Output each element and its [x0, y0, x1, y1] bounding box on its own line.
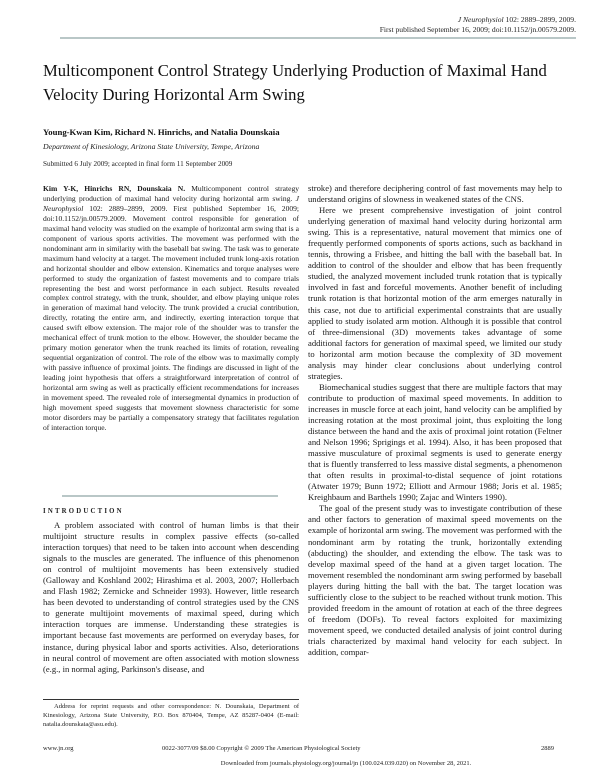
affiliation: Department of Kinesiology, Arizona State University, Tempe, Arizona — [43, 142, 260, 151]
footnote-rule — [43, 699, 299, 700]
section-divider — [62, 495, 278, 497]
body-paragraph: Here we present comprehensive investigation of joint control underlying generation of maximal hand velocity during horizontal arm swing. This is a representative, natural movement that mimics one of frequently performed components of sports actions, such as backhand in tennis, throwing a Frisbee, and hitting the ball with the baseball bat. In addition to control of the shoulder and elbow that has been frequently studied, the analyzed movement included trunk rotation that is typically involved in fast and forceful movements. Another benefit of including trunk rotation is that horizontal motion of the arm emerges naturally in this case, not due to artificial experimental constraints that are usually applied to study isolated arm motion. Although it is possible that control of three-dimensional (3D) movements takes advantage of some additional factors for generation of maximal speed, we limited our study to horizontal arm motion because the complexity of 3D movement analysis may hinder clear conclusions about underlying control strategies. — [308, 205, 562, 381]
citation-volume-pages: 102: 2889–2899, 2009. — [505, 15, 576, 24]
introduction-left-column — [43, 520, 299, 675]
journal-name: J Neurophysiol — [457, 15, 504, 24]
abstract-title: Multicomponent control strategy underlying production of maximal hand velocity during horizontal arm swing. — [43, 184, 299, 203]
journal-website-link[interactable]: www.jn.org — [43, 745, 74, 752]
header-rule — [60, 37, 576, 39]
abstract-journal: J Neurophysiol — [43, 193, 299, 213]
abstract-body: 102: 2889–2899, 2009. First published September 16, 2009; doi:10.1152/jn.00579.2009. Movement control responsible for generation of maximal hand velocity was studied on the example of horizontal arm swing that is a component of various sports activities. The movement was performed with the nondominant arm in similarity with the baseball bat swing. The task was to generate maximum hand velocity at a target. The movement included trunk long-axis rotation and horizontal shoulder and elbow extension. Kinematics and torque analyses were performed to study the organization of fastest movements and to compare trials representing the best and worst performance in each subject. Results revealed complex control strategy, with the trunk, shoulder, and elbow playing unique roles in generation of maximal hand velocity. The trunk provided a crucial contribution, directly, rotating the entire arm, and indirectly, exerting interaction torque that caused swift elbow extension. The major role of the shoulder was to transfer the mechanical effect of trunk motion to the elbow. However, the shoulder became the primary motion generator when the trunk reached its limits of rotation, revealing sequential organization of control. The role of the elbow was to maximally comply with passive influence of proximal joints. The findings are discussed in light of the leading joint hypothesis that offers a straightforward interpretation of control of horizontal arm swing as well as practically efficient recommendations for increases in movement speed. The revealed role of intersegmental dynamics in production of high movement speed suggests that movement slowness characteristic for some motor disorders may be partially a compensatory strategy that facilitates regulation of interaction torque. — [43, 203, 299, 432]
download-notice-text: Downloaded from journals.physiology.org/journal/jn (100.024.039.020) on November 28, 2021. — [220, 760, 472, 767]
introduction-right-column — [308, 183, 562, 658]
correspondence-footnote: Address for reprint requests and other correspondence: N. Dounskaia, Department of Kinesiology, Arizona State University, P.O. Box 870404, Tempe, AZ 85287-0404 (E-mail: natalia.dounskaia@asu.edu). — [43, 703, 299, 728]
body-paragraph: Biomechanical studies suggest that there are multiple factors that may contribute to production of maximal speed movements. In addition to increases in muscle force at each joint, hand velocity can be amplified by increasing rotation at the most proximal joint, thus exploiting the long distance between the hand and the axis of proximal joint rotation (Feltner and Nelson 1996; Sprigings et al. 1994). Also, it has been proposed that massive musculature of proximal segments is used to generate energy that is fluently transferred to less massive distal segments, a phenomenon that often results in proximal-to-distal sequence of joint rotations (Atwater 1979; Bunn 1972; Elliott and Armour 1988; Joris et al. 1985; Kreighbaum and Barthels 1990; Zajac and Winters 1990). — [308, 381, 562, 503]
download-notice — [0, 760, 600, 767]
abstract-lead-authors: Kim Y-K, Hinrichs RN, Dounskaia N. — [43, 184, 186, 193]
journal-citation — [380, 15, 576, 35]
introduction-heading: INTRODUCTION — [43, 508, 124, 515]
body-paragraph: The goal of the present study was to investigate contribution of these and other factors to generation of maximal speed movements on the example of horizontal arm swing. The movement was performed with the nondominant arm by rotating the trunk, horizontally extending (abducting) the shoulder, and extending the elbow. The task was to develop maximal speed of the hand at a given target location. The movement resembled the nondominant arm swing performed by baseball players during hitting the ball with the bat. The target location was sufficiently close to the subject to be reached without trunk motion. This provided freedom in the amount of rotation at each of the three degrees of freedom (DOFs). To reveal factors exploited for maximizing movement speed, we conducted detailed analysis of joint control during trials characterized by maximal hand velocity for each subject. In addition, compar- — [308, 503, 562, 657]
copyright-notice: 0022-3077/09 $8.00 Copyright © 2009 The American Physiological Society — [162, 745, 361, 752]
abstract — [43, 184, 299, 433]
author-list: Young-Kwan Kim, Richard N. Hinrichs, and Natalia Dounskaia — [43, 127, 280, 137]
first-published-doi: First published September 16, 2009; doi:10.1152/jn.00579.2009. — [379, 25, 576, 34]
body-paragraph: A problem associated with control of human limbs is that their multijoint structure results in complex passive effects (so-called interaction torques) that need to be taken into account when descending signals to the muscles are generated. The influence of this phenomenon on control of multijoint movements has been extensively studied (Galloway and Koshland 2002; Hirashima et al. 2003, 2007; Hollerbach and Flash 1982; Zernicke and Schneider 1993). However, little research has been devoted to understanding of control strategies used by the CNS to generate multijoint movements of maximal speed, during which interaction torques are immense. Understanding these strategies is important because fast movements are performed on everyday bases, for instance, during physical labor and sports activities. Also, deteriorations in neural control of movement are often associated with motion slowness (e.g., in normal aging, Parkinson's disease, and — [43, 520, 299, 674]
article-title: Multicomponent Control Strategy Underlying Production of Maximal Hand Velocity During Horizontal Arm Swing — [43, 61, 547, 104]
body-paragraph: stroke) and therefore deciphering control of fast movements may help to understand origins of slowness in weakened states of the CNS. — [308, 183, 562, 205]
submission-dates: Submitted 6 July 2009; accepted in final form 11 September 2009 — [43, 160, 233, 168]
page-number: 2889 — [541, 745, 554, 752]
